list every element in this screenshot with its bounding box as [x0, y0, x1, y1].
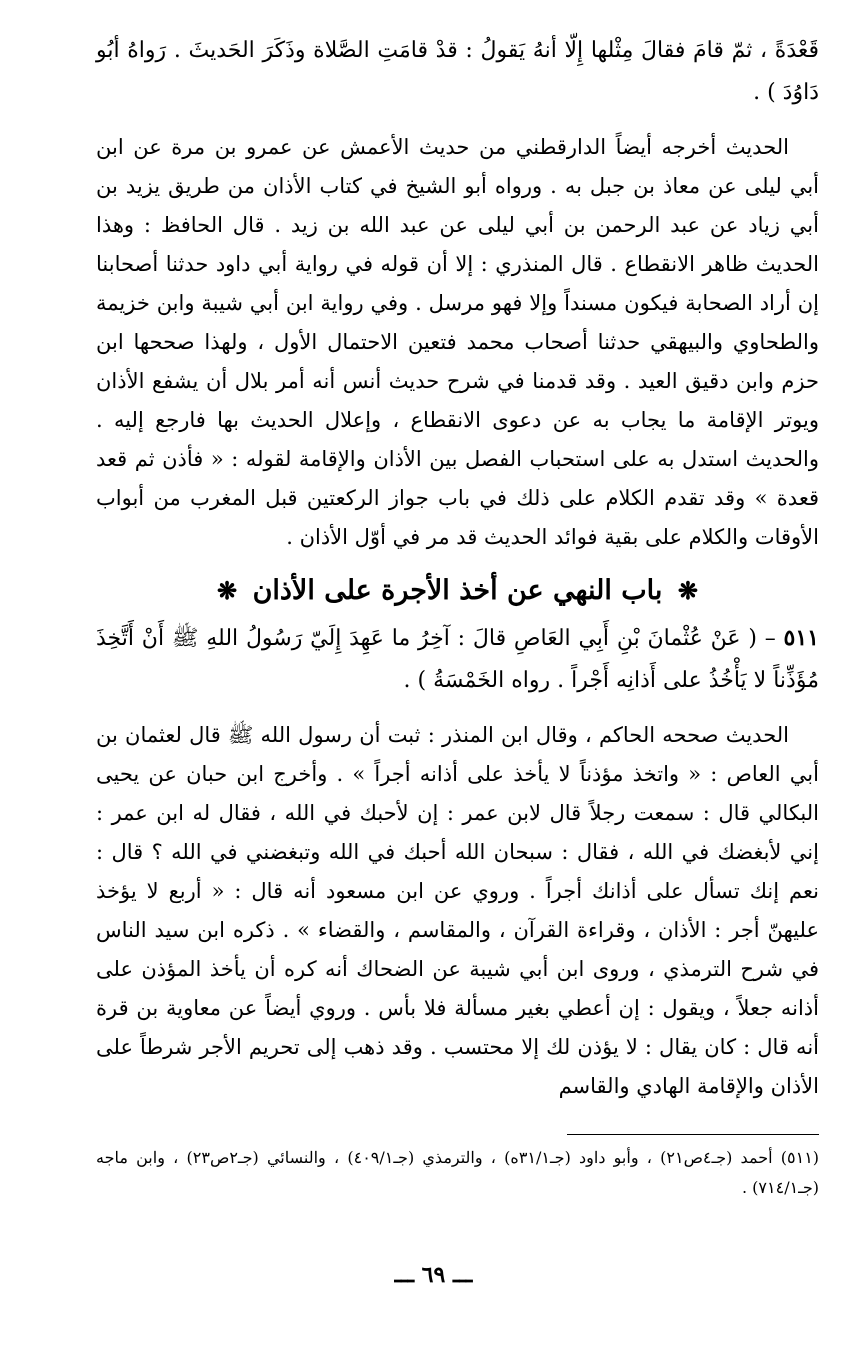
hadith-511: [96, 617, 819, 702]
ornament-star-icon: ❋: [217, 576, 238, 605]
footnote-divider: [567, 1134, 819, 1135]
chapter-title-text: باب النهي عن أخذ الأجرة على الأذان: [252, 575, 663, 606]
footnote: (٥١١) أحمد (جـ٤ص٢١) ، وأبو داود (جـ٣١/١ه) ، والترمذي (جـ٤٠٩/١) ، والنسائي (جـ٢ص٢٣) ، وابن ماجه (جـ٧١٤/١) .: [96, 1148, 820, 1197]
commentary-paragraph-2: الحديث صححه الحاكم ، وقال ابن المنذر : ثبت أن رسول الله ﷺ قال لعثمان بن أبي العاص : « واتخذ مؤذناً لا يأخذ على أذانه أجراً » . وأخرج ابن حبان عن يحيى البكالي قال : سمعت رجلاً قال لابن عمر : إن لأحبك في الله ، فقال له ابن عمر : إني لأبغضك في الله ، فقال : سبحان الله أحبك في الله وتبغضني في الله ؟ قال : نعم إنك تسأل على أذانك أجراً . وروي عن ابن مسعود أنه قال : « أربع لا يؤخذ عليهنّ أجر : الأذان ، وقراءة القرآن ، والمقاسم ، والقضاء » . ذكره ابن سيد الناس في شرح الترمذي ، وروى ابن أبي شيبة عن الضحاك أنه كره أن يأخذ المؤذن على أذانه جعلاً ، ويقول : إن أعطي بغير مسألة فلا بأس . وروي أيضاً عن معاوية بن قرة أنه قال : كان يقال : لا يؤذن لك إلا محتسب . وقد ذهب إلى تحريم الأجر شرطاً على الأذان والإقامة الهادي والقاسم: [96, 723, 819, 1098]
hadith-number: ٥١١: [783, 625, 819, 651]
commentary-paragraph-1: الحديث أخرجه أيضاً الدارقطني من حديث الأعمش عن عمرو بن مرة عن ابن أبي ليلى عن معاذ بن جبل به . ورواه أبو الشيخ في كتاب الأذان من طريق يزيد بن أبي زياد عن عبد الرحمن بن أبي ليلى عن عبد الله بن زيد . قال الحافظ : وهذا الحديث ظاهر الانقطاع . قال المنذري : إلا أن قوله في رواية أبي داود حدثنا أصحابنا إن أراد الصحابة فيكون مسنداً وإلا فهو مرسل . وفي رواية ابن أبي شيبة وابن خزيمة والطحاوي والبيهقي حدثنا أصحاب محمد فتعين الاحتمال الأول ، ولهذا صححها ابن حزم وابن دقيق العيد . وقد قدمنا في شرح حديث أنس أنه أمر بلال أن يشفع الأذان ويوتر الإقامة ما يجاب به عن دعوى الانقطاع ، وإعلال الحديث بها فارجع إليه . والحديث استدل به على استحباب الفصل بين الأذان والإقامة لقوله : « فأذن ثم قعد قعدة » وقد تقدم الكلام على ذلك في باب جواز الركعتين قبل المغرب من أبواب الأوقات والكلام على بقية فوائد الحديث قد مر في أوّل الأذان .: [96, 135, 819, 549]
document-page: [96, 30, 819, 1355]
hadith-text: – ( عَنْ عُثْمانَ بْنِ أَبِي العَاصِ قالَ : آخِرُ ما عَهِدَ إِلَيّ رَسُولُ اللهِ ﷺ أَنْ أَتَّخِذَ مُؤَذِّناً لا يَأْخُذُ على أَذانِه أَجْراً . رواه الخَمْسَةُ ) .: [96, 626, 819, 693]
ornament-star-icon: ❋: [677, 576, 698, 605]
page-number: ـــ ٦٩ ـــ: [394, 1262, 473, 1288]
chapter-title: [96, 571, 819, 611]
hadith-continuation: قَعْدَةً ، ثمّ قامَ فقالَ مِثْلها إِلّا أنهُ يَقولُ : قدْ قامَتِ الصَّلاة وذَكَرَ الحَديثَ . رَواهُ أبُو دَاوُدَ ) .: [96, 38, 819, 105]
